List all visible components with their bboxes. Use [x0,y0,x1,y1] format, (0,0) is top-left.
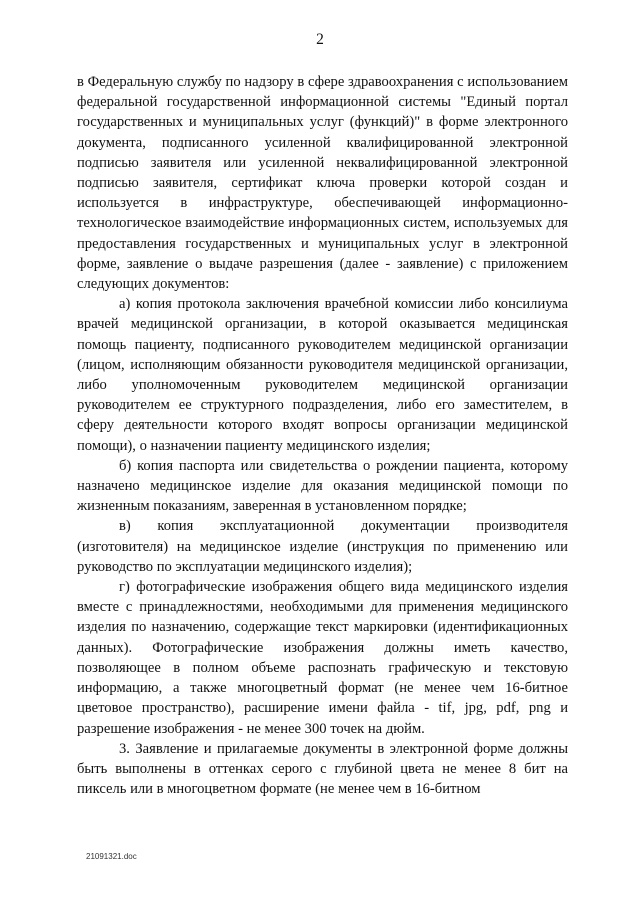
document-file-code: 21091321.doc [86,852,137,861]
paragraph-item-v: в) копия эксплуатационной документации производителя (изготовителя) на медицинское изделие (инструкция по применению или руководство по эксплуатации медицинского изделия); [77,518,568,575]
paragraph-clause-3: 3. Заявление и прилагаемые документы в электронной форме должны быть выполнены в оттенках серого с глубиной цвета не менее 8 бит на пиксель или в многоцветном формате (не менее чем в 16-битном [77,740,568,798]
paragraph-item-a: а) копия протокола заключения врачебной комиссии либо консилиума врачей медицинской организации, в которой оказывается медицинская помощь пациенту, подписанного руководителем медицинской организации (лицом, исполняющим обязанности руководителя медицинской организации, либо уполномоченным руководителем медицинской организации руководителем ее структурного подразделения, либо его заместителем, в сферу деятельности которого входят вопросы организации медицинской помощи), о назначении пациенту медицинского изделия; [77,296,568,454]
document-body [77,72,568,799]
paragraph-intro: в Федеральную службу по надзору в сфере здравоохранения с использованием федеральной государственной информационной системы "Единый портал государственных и муниципальных услуг (функций)" в форме электронного документа, подписанного усиленной квалифицированной электронной подписью заявителя или усиленной неквалифицированной электронной подписью заявителя, сертификат ключа проверки которой создан и используется в инфраструктуре, обеспечивающей информационно-технологическое взаимодействие информационных систем, используемых для предоставления государственных и муниципальных услуг в электронной форме, заявление о выдаче разрешения (далее - заявление) с приложением следующих документов: [77,74,568,293]
page-number: 2 [316,31,324,48]
paragraph-item-g: г) фотографические изображения общего вида медицинского изделия вместе с принадлежностями, необходимыми для применения медицинского изделия по назначению, содержащие текст маркировки (идентификационных данных). Фотографические изображения должны иметь качество, позволяющее в полном объеме распознать графическую и текстовую информацию, а также многоцветный формат (не менее чем 16-битное цветовое пространство), расширение имени файла - tif, jpg, pdf, png и разрешение изображения - не менее 300 точек на дюйм. [77,579,568,737]
paragraph-item-b: б) копия паспорта или свидетельства о рождении пациента, которому назначено медицинское изделие для оказания медицинской помощи по жизненным показаниям, заверенная в установленном порядке; [77,457,568,515]
